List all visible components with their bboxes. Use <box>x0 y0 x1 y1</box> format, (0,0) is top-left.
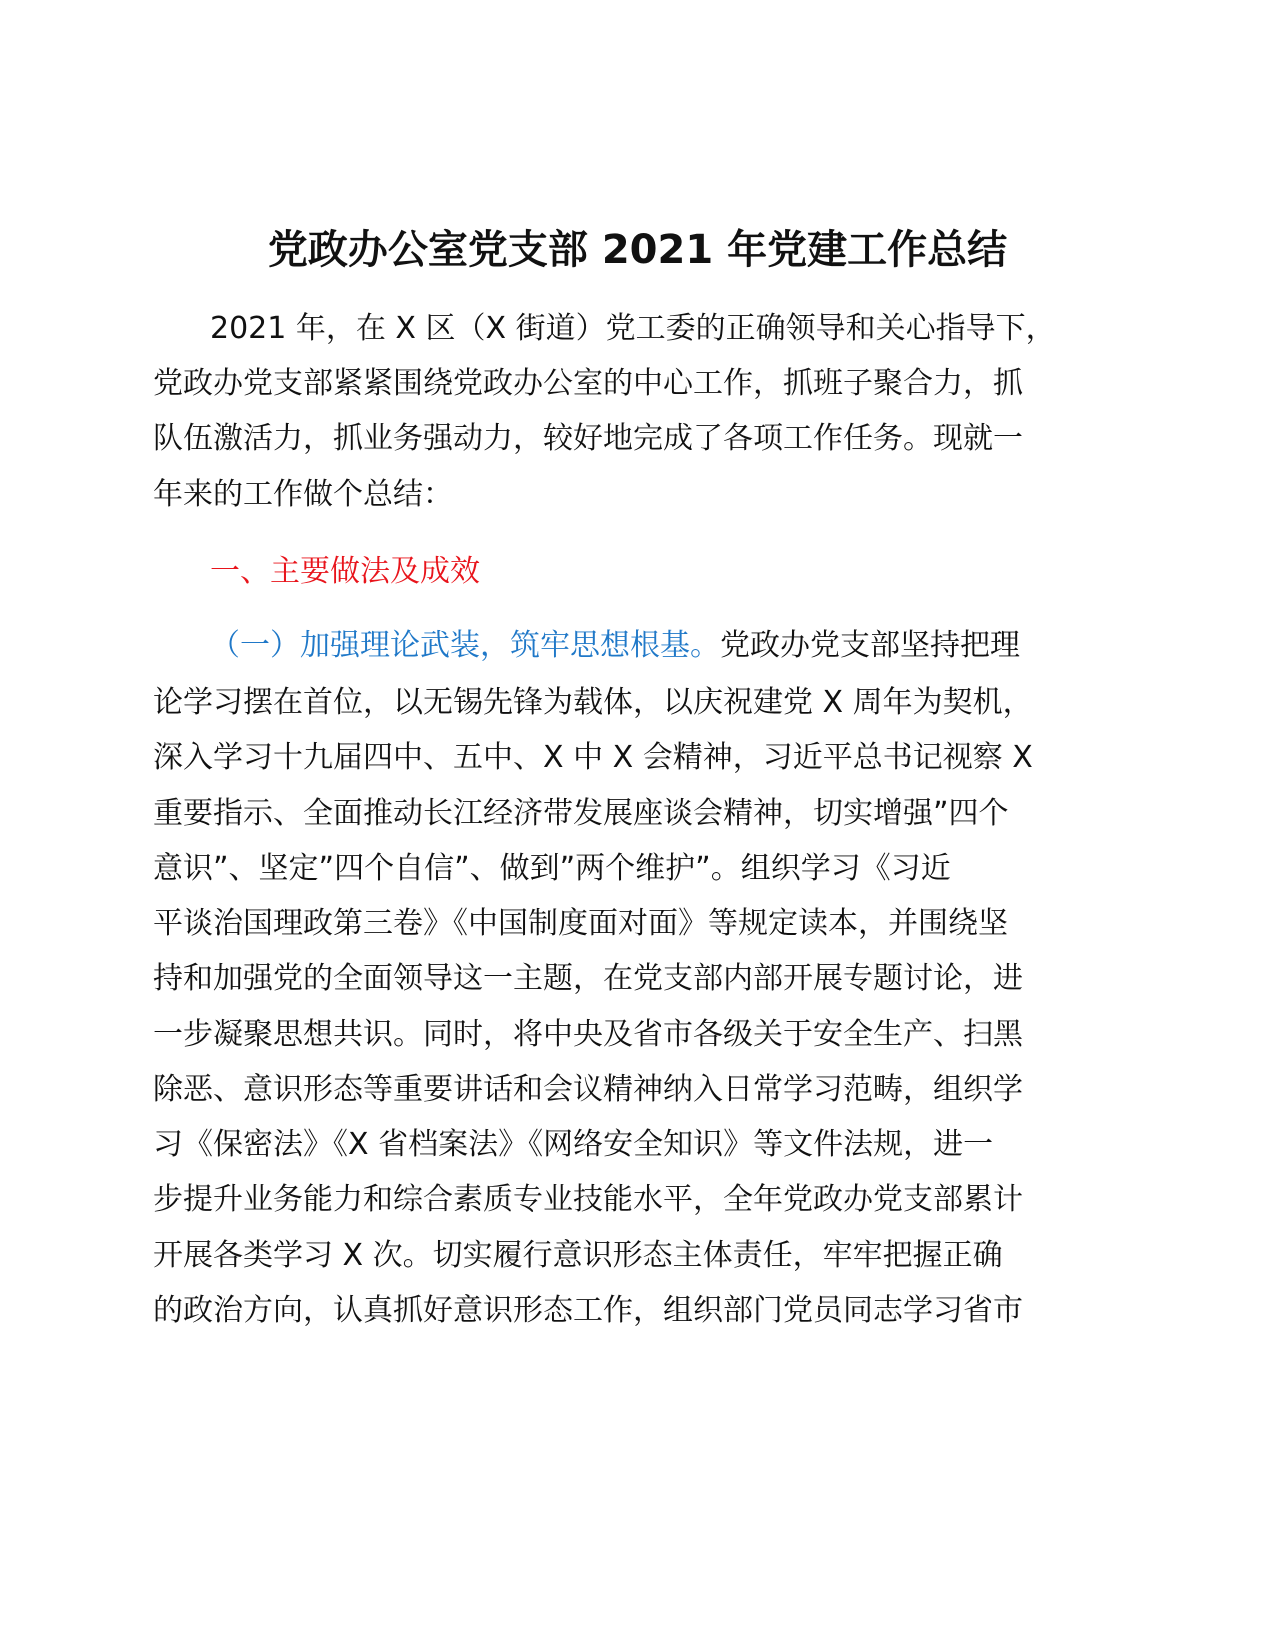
body-line-first <box>210 617 1020 675</box>
intro-line: 年来的工作做个总结： <box>153 477 453 512</box>
body-line: 步提升业务能力和综合素质专业技能水平，全年党政办党支部累计 <box>153 1182 1023 1217</box>
body-line: 持和加强党的全面领导这一主题，在党支部内部开展专题讨论，进 <box>153 961 1023 996</box>
intro-line: 队伍激活力，抓业务强动力，较好地完成了各项工作任务。现就一 <box>153 421 1023 456</box>
body-line: 除恶、意识形态等重要讲话和会议精神纳入日常学习范畴，组织学 <box>153 1072 1023 1107</box>
body-line: 开展各类学习 X 次。切实履行意识形态主体责任，牢牢把握正确 <box>153 1238 1003 1273</box>
body-text: 党政办党支部坚持把理 <box>720 628 1020 663</box>
body-line: 习《保密法》《X 省档案法》《网络安全知识》等文件法规，进一 <box>153 1127 994 1162</box>
body-line: 论学习摆在首位，以无锡先锋为载体，以庆祝建党 X 周年为契机， <box>153 685 1033 720</box>
body-line: 一步凝聚思想共识。同时，将中央及省市各级关于安全生产、扫黑 <box>153 1017 1023 1052</box>
subsection-heading: （一）加强理论武装，筑牢思想根基。 <box>210 628 720 663</box>
body-line: 意识”、坚定”四个自信”、做到”两个维护”。组织学习《习近 <box>153 851 951 886</box>
body-line: 平谈治国理政第三卷》《中国制度面对面》等规定读本，并围绕坚 <box>153 906 1008 941</box>
intro-line: 2021 年，在 X 区（X 街道）党工委的正确领导和关心指导下， <box>210 311 1056 346</box>
body-line: 深入学习十九届四中、五中、X 中 X 会精神，习近平总书记视察 X <box>153 740 1033 775</box>
section-heading: 一、主要做法及成效 <box>210 554 480 589</box>
body-line: 的政治方向，认真抓好意识形态工作，组织部门党员同志学习省市 <box>153 1293 1023 1328</box>
document-title: 党政办公室党支部 2021 年党建工作总结 <box>267 227 1008 273</box>
body-line: 重要指示、全面推动长江经济带发展座谈会精神，切实增强”四个 <box>153 796 1009 831</box>
intro-line: 党政办党支部紧紧围绕党政办公室的中心工作，抓班子聚合力，抓 <box>153 366 1023 401</box>
